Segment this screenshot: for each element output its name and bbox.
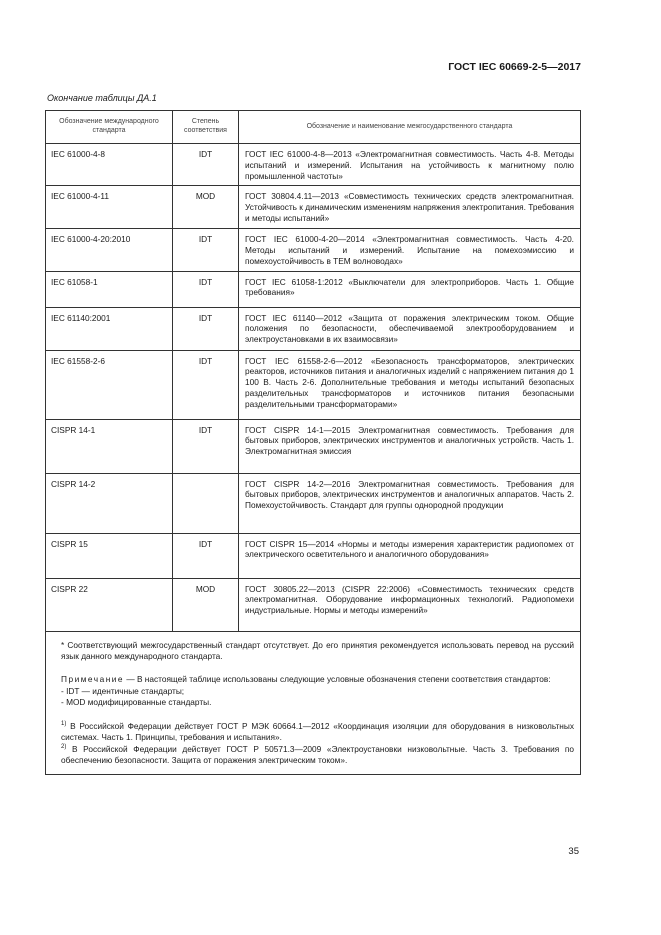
cell-interstate-standard: ГОСТ IEC 61058-1:2012 «Выключатели для электроприборов. Часть 1. Общие требования» bbox=[239, 271, 581, 307]
cell-degree: IDT bbox=[173, 271, 239, 307]
cell-intl-standard: IEC 61058-1 bbox=[46, 271, 173, 307]
cell-intl-standard: CISPR 22 bbox=[46, 578, 173, 631]
cell-interstate-standard: ГОСТ CISPR 15—2014 «Нормы и методы измерения характеристик радиопомех от электрического осветительного и аналогичного оборудования» bbox=[239, 533, 581, 578]
footnote-2-mark: 2) bbox=[61, 744, 67, 751]
cell-degree: MOD bbox=[173, 186, 239, 229]
table-row bbox=[46, 186, 581, 229]
cell-intl-standard: CISPR 14-2 bbox=[46, 473, 173, 533]
table-row bbox=[46, 419, 581, 473]
cell-interstate-standard: ГОСТ 30805.22—2013 (CISPR 22:2006) «Совместимость технических средств электромагнитная. Оборудование информационных технологий. Радиопомехи индустриальные. Нормы и методы измерений» bbox=[239, 578, 581, 631]
table-row bbox=[46, 307, 581, 350]
cell-interstate-standard: ГОСТ 30804.4.11—2013 «Совместимость технических средств электромагнитная. Устойчивость к динамическим изменениям напряжения электропитания. Требования и методы испытаний» bbox=[239, 186, 581, 229]
cell-interstate-standard: ГОСТ CISPR 14-1—2015 Электромагнитная совместимость. Требования для бытовых приборов, электрических инструментов и аналогичных устройств. Часть 1. Электромагнитная эмиссия bbox=[239, 419, 581, 473]
cell-intl-standard: IEC 61000-4-20:2010 bbox=[46, 229, 173, 271]
footnote-1-text: В Российской Федерации действует ГОСТ Р МЭК 60664.1—2012 «Координация изоляции для оборудования в низковольтных системах. Часть 1. Принципы, требования и испытания». bbox=[61, 720, 574, 742]
table-row bbox=[46, 533, 581, 578]
table-row bbox=[46, 350, 581, 419]
table-row bbox=[46, 229, 581, 271]
note-label: Примечание bbox=[61, 674, 125, 685]
note-item-idt: - IDT — идентичные стандарты; bbox=[61, 685, 185, 696]
cell-interstate-standard: ГОСТ CISPR 14-2—2016 Электромагнитная совместимость. Требования для бытовых приборов, электрических инструментов и аналогичных аппаратов. Часть 2. Помехоустойчивость. Стандарт для группы однородной продукции bbox=[239, 473, 581, 533]
table-row bbox=[46, 144, 581, 186]
table-caption: Окончание таблицы ДА.1 bbox=[47, 93, 157, 103]
cell-interstate-standard: ГОСТ IEC 61140—2012 «Защита от поражения электрическим током. Общие положения по безопасности, обеспечиваемой электрооборудованием и электроустановками в их взаимосвязи» bbox=[239, 307, 581, 350]
cell-degree: IDT bbox=[173, 533, 239, 578]
document-header: ГОСТ IEC 60669-2-5—2017 bbox=[448, 61, 581, 73]
cell-degree: IDT bbox=[173, 350, 239, 419]
cell-degree: IDT bbox=[173, 307, 239, 350]
column-header-interstate-standard: Обозначение и наименование межгосударственного стандарта bbox=[239, 111, 581, 144]
cell-intl-standard: CISPR 14-1 bbox=[46, 419, 173, 473]
cell-interstate-standard: ГОСТ IEC 61000-4-8—2013 «Электромагнитная совместимость. Часть 4-8. Методы испытаний и измерений. Испытания на устойчивость к магнитному полю промышленной частоты» bbox=[239, 144, 581, 186]
cell-intl-standard: IEC 61558-2-6 bbox=[46, 350, 173, 419]
cell-intl-standard: IEC 61000-4-11 bbox=[46, 186, 173, 229]
footnote-1-mark: 1) bbox=[61, 720, 67, 727]
column-header-intl-standard: Обозначение международного стандарта bbox=[46, 111, 173, 144]
table-row bbox=[46, 473, 581, 533]
column-header-degree: Степень соответствия bbox=[173, 111, 239, 144]
note-paragraph bbox=[61, 674, 574, 685]
table-row bbox=[46, 271, 581, 307]
note-text: — В настоящей таблице использованы следующие условные обозначения степени соответствия стандартов: bbox=[124, 674, 551, 685]
cell-degree bbox=[173, 473, 239, 533]
table-row bbox=[46, 578, 581, 631]
table-header-row bbox=[46, 111, 581, 144]
footnote-star: * Соответствующий межгосударственный стандарт отсутствует. До его принятия рекомендуется использовать перевод на русский язык данного международного стандарта. bbox=[61, 640, 574, 662]
footnote-2-text: В Российской Федерации действует ГОСТ Р 50571.3—2009 «Электроустановки низковольтные. Часть 3. Требования по обеспечению безопасности. Защита от поражения электрическим током». bbox=[61, 743, 574, 766]
cell-intl-standard: IEC 61140:2001 bbox=[46, 307, 173, 350]
cell-interstate-standard: ГОСТ IEC 61000-4-20—2014 «Электромагнитная совместимость. Часть 4-20. Методы испытаний и измерений. Испытание на помехоэмиссию и помехоустойчивость в ТЕМ волноводах» bbox=[239, 229, 581, 271]
footnote-1 bbox=[61, 720, 574, 743]
table-body bbox=[46, 144, 581, 632]
cell-degree: IDT bbox=[173, 419, 239, 473]
note-item-mod: - MOD модифицированные стандарты. bbox=[61, 696, 212, 707]
cell-degree: IDT bbox=[173, 229, 239, 271]
standards-table bbox=[45, 110, 581, 632]
footnote-2 bbox=[61, 743, 574, 766]
cell-interstate-standard: ГОСТ IEC 61558-2-6—2012 «Безопасность трансформаторов, электрических реакторов, источников питания и аналогичных изделий с напряжением питания до 1 100 В. Часть 2-6. Дополнительные требования и методы испытаний безопасных разделительных трансформаторов и источников питания безопасными разделительными трансформаторами» bbox=[239, 350, 581, 419]
cell-intl-standard: CISPR 15 bbox=[46, 533, 173, 578]
cell-intl-standard: IEC 61000-4-8 bbox=[46, 144, 173, 186]
page-number: 35 bbox=[568, 846, 579, 857]
cell-degree: MOD bbox=[173, 578, 239, 631]
cell-degree: IDT bbox=[173, 144, 239, 186]
table-notes bbox=[45, 632, 581, 775]
